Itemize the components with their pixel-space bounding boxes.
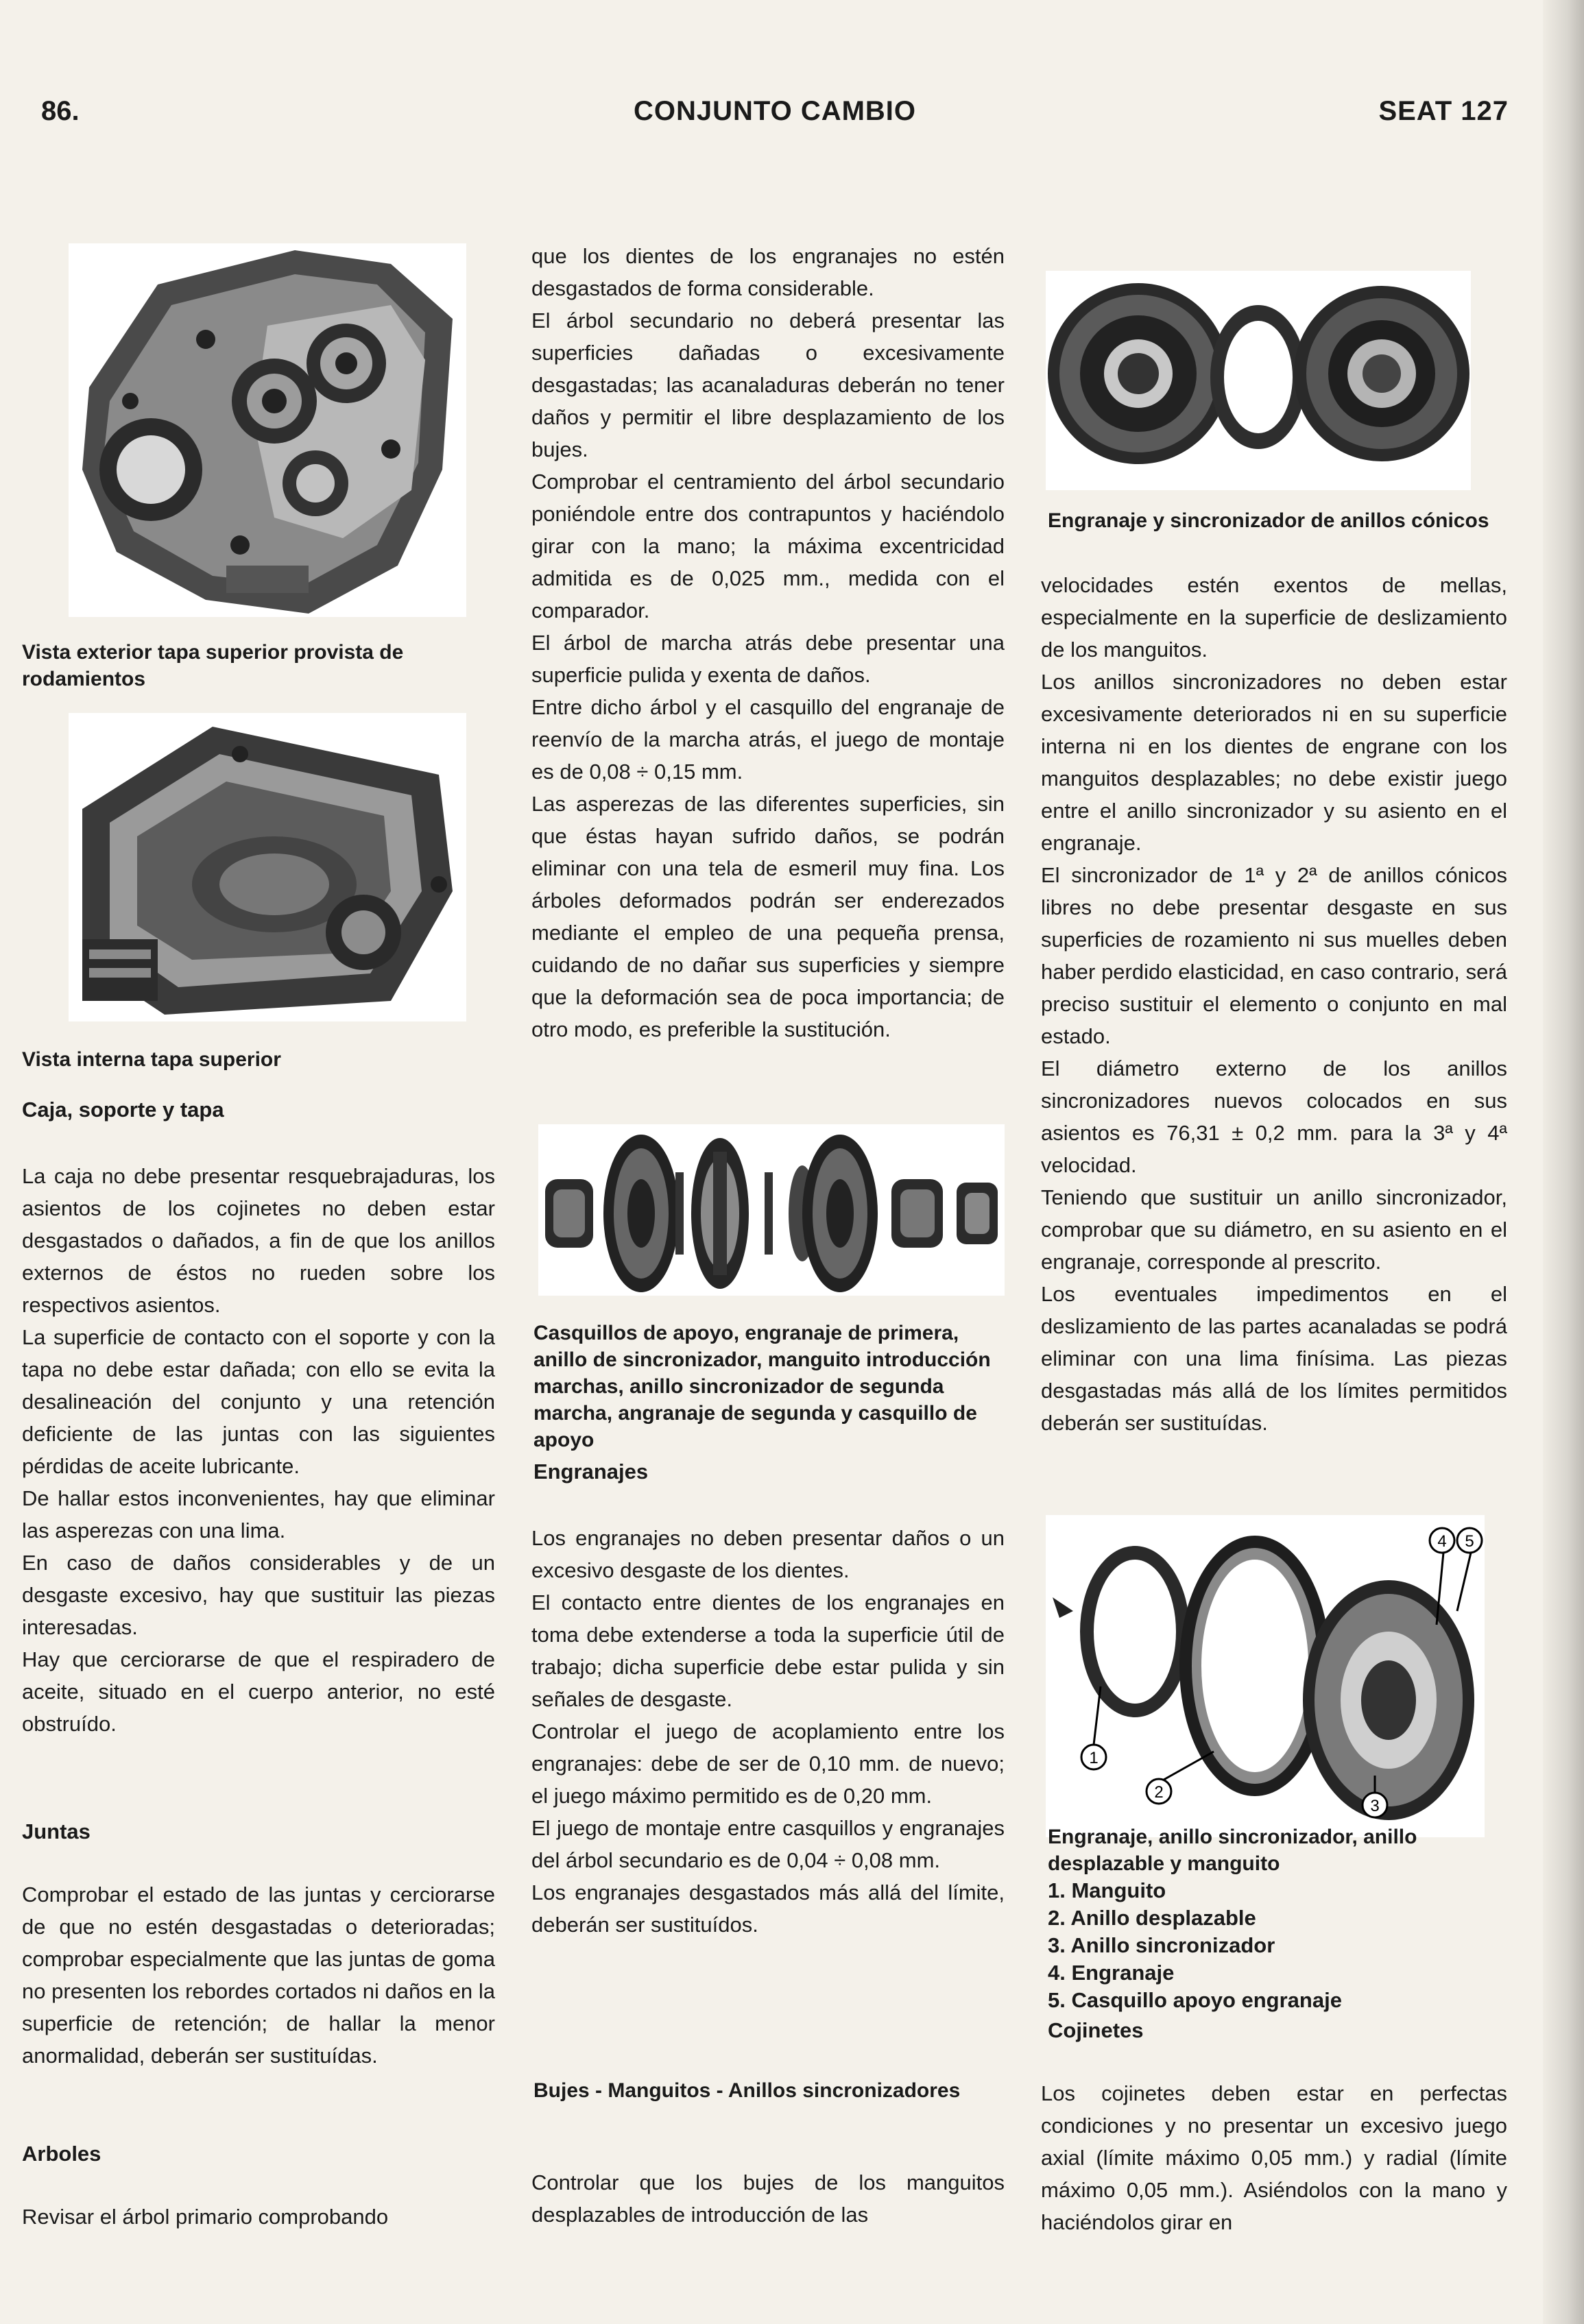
bujes-text-block: [531, 2166, 1005, 2231]
section-heading-bujes: Bujes - Manguitos - Anillos sincronizadores: [533, 2079, 961, 2102]
figure-caption-gear-synchronizer: Engranaje y sincronizador de anillos cónicos: [1048, 509, 1489, 532]
paragraph: Las asperezas de las diferentes superficies, sin que éstas hayan sufrido daños, se podrán eliminar con una tela de esmeril muy fina. Los árboles deformados podrán ser enderezados mediante el empleo de una pequeña prensa, cuidando de no dañar sus superficies y siempre que la deformación sea de poca importancia; de otro modo, es preferible la sustitución.: [531, 792, 1005, 1041]
page-header: [41, 96, 1509, 137]
callout-4: 4: [1437, 1532, 1447, 1551]
paragraph: Los engranajes desgastados más allá del límite, deberán ser sustituídos.: [531, 1880, 1005, 1937]
paragraph: que los dientes de los engranajes no estén desgastados de forma considerable.: [531, 244, 1005, 300]
arboles-text-block: [22, 2201, 495, 2233]
caja-text-block: [22, 1160, 495, 1740]
paragraph: La superficie de contacto con el soporte y con la tapa no debe estar dañada; con ello se evita la desalineación del conjunto y una retención deficiente de las juntas con las siguientes pérdidas de aceite lubricante.: [22, 1325, 495, 1478]
shaft-text-block: [531, 240, 1005, 1045]
section-heading-engranajes: Engranajes: [533, 1460, 649, 1484]
page-title: CONJUNTO CAMBIO: [633, 96, 917, 126]
section-heading-caja: Caja, soporte y tapa: [22, 1098, 224, 1122]
paragraph: En caso de daños considerables y de un desgaste excesivo, hay que sustituir las piezas interesadas.: [22, 1551, 495, 1639]
legend-item: 5. Casquillo apoyo engranaje: [1048, 1988, 1342, 2012]
callout-5: 5: [1465, 1532, 1474, 1551]
synchronizer-text-block: [1041, 569, 1507, 1439]
figure-caption-gear-set: Casquillos de apoyo, engranaje de primera, anillo de sincronizador, manguito introducción marchas, anillo sincronizador de segunda marcha, angranaje de segunda y casquillo de apoyo: [533, 1322, 991, 1451]
paragraph: Los eventuales impedimentos en el deslizamiento de las partes acanaladas se podrá eliminar con una lima finísima. Las piezas desgastadas más allá de los límites permitidos deberán ser sustituídas.: [1041, 1282, 1507, 1435]
paragraph: Teniendo que sustituir un anillo sincronizador, comprobar que su diámetro, en su asiento en el engranaje, corresponde al prescrito.: [1041, 1185, 1507, 1274]
juntas-text-block: [22, 1878, 495, 2072]
gearbox-cover-interior-photo: [69, 713, 466, 1021]
legend-item: 2. Anillo desplazable: [1048, 1906, 1256, 1930]
paragraph: El sincronizador de 1ª y 2ª de anillos cónicos libres no debe presentar desgaste en sus superficies de rozamiento ni sus muelles deben haber perdido elasticidad, en caso contrario, será preciso sustituir el elemento o conjunto en mal estado.: [1041, 863, 1507, 1048]
callout-2: 2: [1154, 1783, 1164, 1802]
brand-model: SEAT 127: [1378, 96, 1509, 126]
paragraph: velocidades estén exentos de mellas, especialmente en la superficie de deslizamiento de los manguitos.: [1041, 573, 1507, 662]
paragraph: Controlar que los bujes de los manguitos desplazables de introducción de las: [531, 2170, 1005, 2227]
paragraph: De hallar estos inconvenientes, hay que eliminar las asperezas con una lima.: [22, 1486, 495, 1542]
paragraph: Entre dicho árbol y el casquillo del engranaje de reenvío de la marcha atrás, el juego de montaje es de 0,08 ÷ 0,15 mm.: [531, 695, 1005, 784]
figure-caption-sync-assembly: Engranaje, anillo sincronizador, anillo desplazable y manguito: [1048, 1826, 1417, 1875]
figure-gear-set: [538, 1124, 1005, 1296]
figure-gear-synchronizer: [1046, 271, 1471, 490]
cojinetes-text-block: [1041, 2077, 1507, 2238]
section-heading-juntas: Juntas: [22, 1819, 91, 1843]
callout-1: 1: [1089, 1749, 1099, 1767]
gear-synchronizer-photo: [1046, 271, 1471, 490]
paragraph: Los anillos sincronizadores no deben estar excesivamente deteriorados ni en su superficie interna ni en los dientes de engrane con los manguitos desplazables; no debe existir juego entre el anillo sincronizador y su asiento en el engranaje.: [1041, 670, 1507, 855]
figure-caption-exterior: Vista exterior tapa superior provista de rodamientos: [22, 641, 404, 690]
figure-sync-assembly: [1046, 1515, 1485, 1837]
paragraph: El árbol secundario no deberá presentar las superficies dañadas o excesivamente desgastadas; las acanaladuras deberán no tener daños y permitir el libre desplazamiento de los bujes.: [531, 308, 1005, 461]
figure-cover-interior: [69, 713, 466, 1021]
paragraph: El diámetro externo de los anillos sincronizadores nuevos colocados en sus asientos es 76,31 ± 0,2 mm. para la 3ª y 4ª velocidad.: [1041, 1056, 1507, 1177]
section-heading-cojinetes: Cojinetes: [1048, 2018, 1144, 2042]
paragraph: El juego de montaje entre casquillos y engranajes del árbol secundario es de 0,04 ÷ 0,08 mm.: [531, 1816, 1005, 1872]
sync-assembly-drawing: [1046, 1515, 1485, 1837]
legend-item: 4. Engranaje: [1048, 1961, 1175, 1985]
section-heading-arboles: Arboles: [22, 2142, 101, 2166]
paragraph: El árbol de marcha atrás debe presentar una superficie pulida y exenta de daños.: [531, 631, 1005, 687]
paragraph: Los cojinetes deben estar en perfectas condiciones y no presentar un excesivo juego axial (límite máximo 0,05 mm.) y radial (límite máximo 0,05 mm.). Asiéndolos con la mano y haciéndolos girar en: [1041, 2081, 1507, 2234]
page-number: 86.: [41, 96, 80, 126]
figure-cover-exterior: [69, 243, 466, 617]
paragraph: Revisar el árbol primario comprobando: [22, 2205, 389, 2229]
paragraph: Los engranajes no deben presentar daños o un excesivo desgaste de los dientes.: [531, 1526, 1005, 1582]
legend-item: 1. Manguito: [1048, 1878, 1166, 1902]
figure-caption-interior: Vista interna tapa superior: [22, 1048, 281, 1071]
gearbox-cover-exterior-photo: [69, 243, 466, 617]
paragraph: La caja no debe presentar resquebrajaduras, los asientos de los cojinetes no deben estar desgastados o dañados, a fin de que los anillos externos de éstos no rueden sobre los respectivos asientos.: [22, 1164, 495, 1317]
paragraph: Controlar el juego de acoplamiento entre los engranajes: debe de ser de 0,10 mm. de nuevo; el juego máximo permitido es de 0,20 mm.: [531, 1719, 1005, 1808]
legend-item: 3. Anillo sincronizador: [1048, 1933, 1275, 1957]
paragraph: Comprobar el estado de las juntas y cerciorarse de que no estén desgastadas o deterioradas; comprobar especialmente que las juntas de goma no presenten los rebordes cortados ni daños en la superficie de retención; de hallar la menor anormalidad, deberán ser sustituídas.: [22, 1883, 495, 2068]
page-edge-shadow: [1543, 0, 1584, 2324]
paragraph: Hay que cerciorarse de que el respiradero de aceite, situado en el cuerpo anterior, no esté obstruído.: [22, 1647, 495, 1736]
paragraph: Comprobar el centramiento del árbol secundario poniéndole entre dos contrapuntos y haciéndolo girar con la mano; la máxima excentricidad admitida es de 0,025 mm., medida con el comparador.: [531, 470, 1005, 622]
engranajes-text-block: [531, 1522, 1005, 1941]
paragraph: El contacto entre dientes de los engranajes en toma debe extenderse a toda la superficie útil de trabajo; dicha superficie debe estar pulida y sin señales de desgaste.: [531, 1590, 1005, 1711]
callout-3: 3: [1370, 1797, 1380, 1815]
sync-assembly-legend: [1048, 1877, 1514, 2014]
gear-set-exploded-photo: [538, 1124, 1005, 1296]
